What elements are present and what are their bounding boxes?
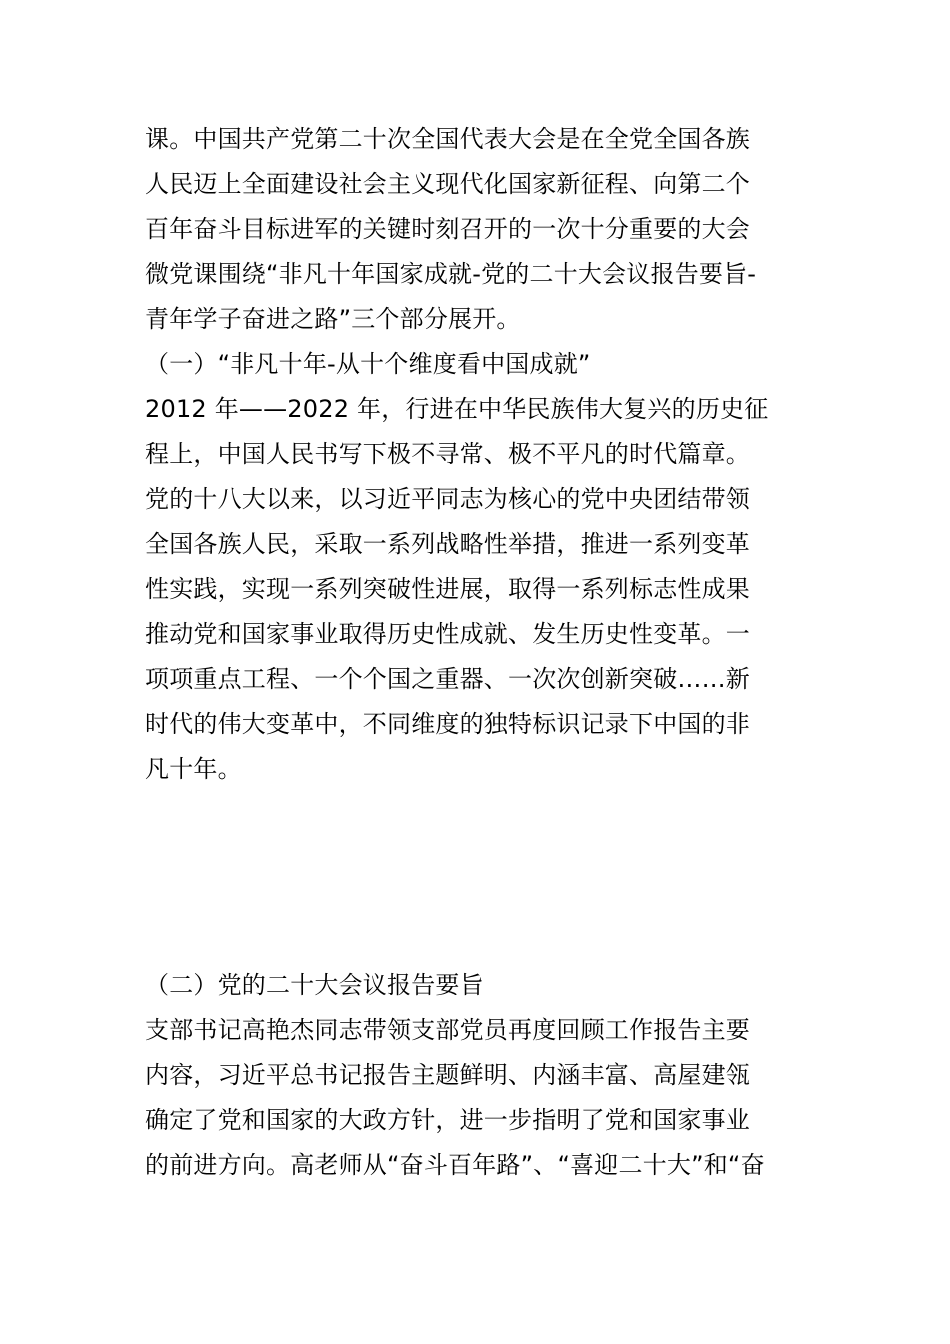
- text-line: 程上，中国人民书写下极不寻常、极不平凡的时代篇章。: [145, 440, 750, 468]
- text-line: 时代的伟大变革中，不同维度的独特标识记录下中国的非: [145, 710, 750, 738]
- text-line: 党的十八大以来，以习近平同志为核心的党中央团结带领: [145, 485, 750, 513]
- text-line: 课。中国共产党第二十次全国代表大会是在全党全国各族: [145, 125, 750, 153]
- text-line: 微党课围绕“非凡十年国家成就-党的二十大会议报告要旨-: [145, 260, 757, 288]
- text-line: 性实践，实现一系列突破性进展，取得一系列标志性成果: [145, 575, 750, 603]
- text-line: 全国各族人民，采取一系列战略性举措，推进一系列变革: [145, 530, 750, 558]
- text-line: 推动党和国家事业取得历史性成就、发生历史性变革。一: [145, 620, 750, 648]
- text-line: 青年学子奋进之路”三个部分展开。: [145, 305, 521, 333]
- text-line: 支部书记高艳杰同志带领支部党员再度回顾工作报告主要: [145, 1016, 750, 1044]
- section-heading: （一）“非凡十年-从十个维度看中国成就”: [145, 350, 591, 378]
- section-heading: （二）党的二十大会议报告要旨: [145, 971, 484, 999]
- text-line: 百年奋斗目标进军的关键时刻召开的一次十分重要的大会: [145, 215, 750, 243]
- text-line: 项项重点工程、一个个国之重器、一次次创新突破……新: [145, 665, 750, 693]
- text-line: 的前进方向。高老师从“奋斗百年路”、“喜迎二十大”和“奋: [145, 1151, 765, 1179]
- text-line: 2012 年——2022 年，行进在中华民族伟大复兴的历史征: [145, 395, 769, 423]
- text-line: 内容，习近平总书记报告主题鲜明、内涵丰富、高屋建瓴: [145, 1061, 750, 1089]
- text-line: 人民迈上全面建设社会主义现代化国家新征程、向第二个: [145, 170, 750, 198]
- text-line: 凡十年。: [145, 755, 242, 783]
- text-line: 确定了党和国家的大政方针，进一步指明了党和国家事业: [145, 1106, 750, 1134]
